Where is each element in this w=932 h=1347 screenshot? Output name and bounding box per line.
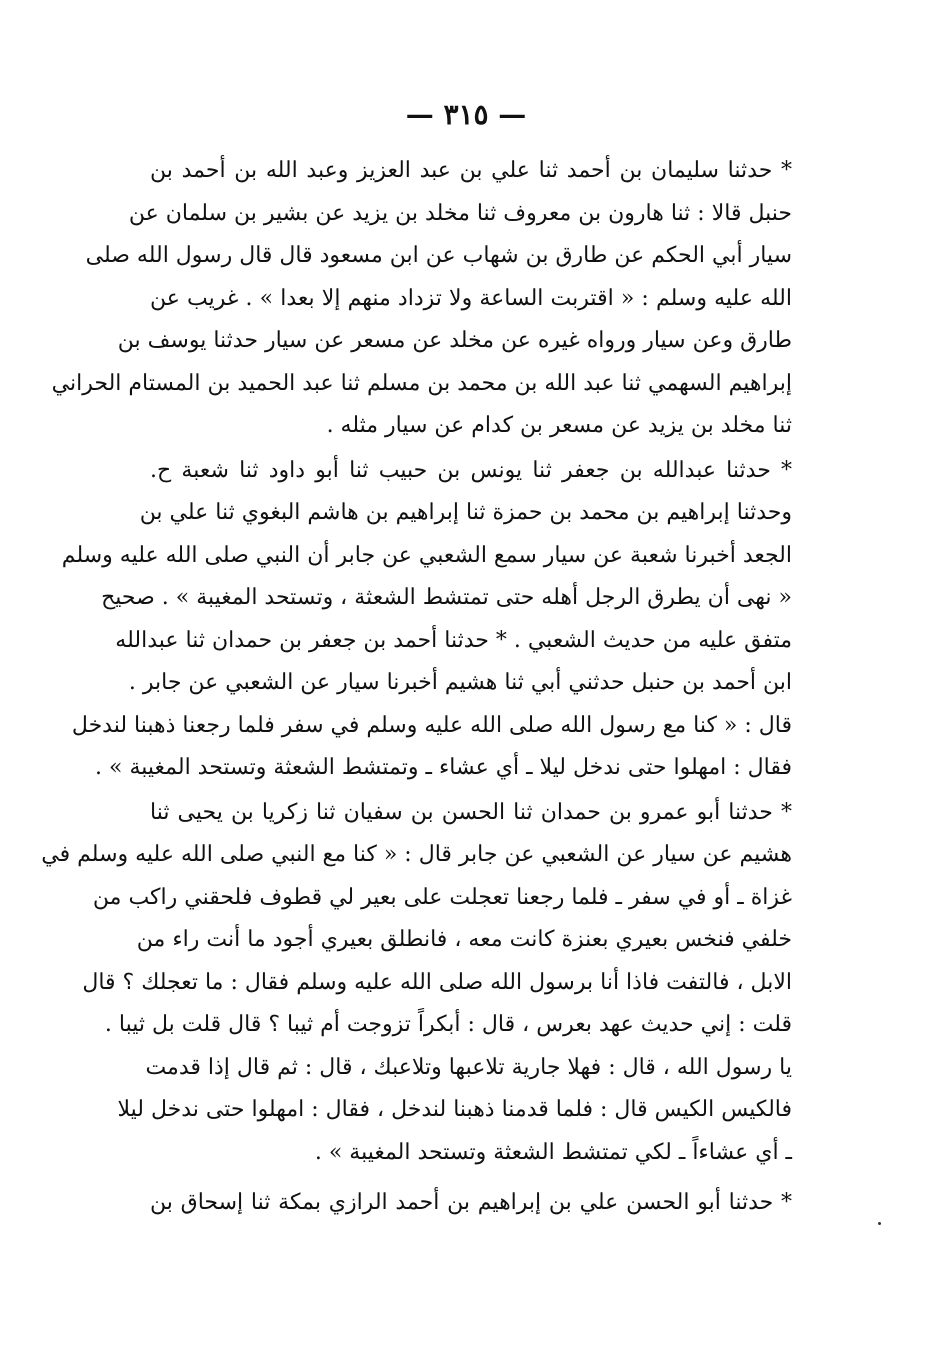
text-line: الجعد أخبرنا شعبة عن سيار سمع الشعبي عن جابر أن النبي صلى الله عليه وسلم (61, 542, 792, 568)
text-line: يا رسول الله ، قال : فهلا جارية تلاعبها وتلاعبك ، قال : ثم قال إذا قدمت (145, 1054, 792, 1080)
text-line: إبراهيم السهمي ثنا عبد الله بن محمد بن مسلم ثنا عبد الحميد بن المستام الحراني (51, 370, 792, 396)
page-number: — ٣١٥ — (405, 98, 527, 131)
paragraph-4 (150, 1182, 792, 1225)
text-line: خلفي فنخس بعيري بعنزة كانت معه ، فانطلق بعيري أجود ما أنت راء من (136, 927, 792, 952)
text-line: * حدثنا أبو عمرو بن حمدان ثنا الحسن بن سفيان ثنا زكريا بن يحيى ثنا (150, 799, 792, 825)
text-line: * حدثنا أبو الحسن علي بن إبراهيم بن أحمد الرازي بمكة ثنا إسحاق بن (150, 1190, 792, 1215)
body-text (41, 150, 792, 1225)
text-line: « نهى أن يطرق الرجل أهله حتى تمتشط الشعثة ، وتستحد المغيبة » . صحيح (101, 585, 792, 610)
text-line: حنبل قالا : ثنا هارون بن معروف ثنا مخلد بن يزيد عن بشير بن سلمان عن (128, 200, 792, 226)
text-line: ـ أي عشاءاً ـ لكي تمتشط الشعثة وتستحد المغيبة » . (314, 1139, 792, 1165)
text-line: ابن أحمد بن حنبل حدثني أبي ثنا هشيم أخبرنا سيار عن الشعبي عن جابر . (128, 670, 792, 695)
text-line: قلت : إني حديث عهد بعرس ، قال : أبكراً تزوجت أم ثيبا ؟ قال قلت بل ثيبا . (104, 1012, 792, 1037)
paragraph-3 (41, 792, 792, 1175)
paragraph-1 (51, 150, 792, 448)
text-line: قال : « كنا مع رسول الله صلى الله عليه وسلم في سفر فلما رجعنا ذهبنا لندخل (71, 712, 792, 738)
text-line: الله عليه وسلم : « اقتربت الساعة ولا تزداد منهم إلا بعدا » . غريب عن (150, 285, 792, 311)
text-line: * حدثنا سليمان بن أحمد ثنا علي بن عبد العزيز وعبد الله بن أحمد بن (150, 158, 792, 183)
text-line: هشيم عن سيار عن الشعبي عن جابر قال : « كنا مع النبي صلى الله عليه وسلم في (41, 842, 792, 867)
text-line: متفق عليه من حديث الشعبي . * حدثنا أحمد بن جعفر بن حمدان ثنا عبدالله (115, 627, 792, 653)
text-line: وحدثنا إبراهيم بن محمد بن حمزة ثنا إبراهيم بن هاشم البغوي ثنا علي بن (139, 500, 792, 525)
text-line: * حدثنا عبدالله بن جعفر ثنا يونس بن حبيب ثنا أبو داود ثنا شعبة ح. (150, 457, 792, 483)
text-line: الابل ، فالتفت فاذا أنا برسول الله صلى الله عليه وسلم فقال : ما تعجلك ؟ قال (82, 969, 792, 995)
scan-speck (878, 1222, 881, 1225)
text-line: غزاة ـ أو في سفر ـ فلما رجعنا تعجلت على بعير لي قطوف فلحقني راكب من (92, 884, 792, 910)
text-line: طارق وعن سيار ورواه غيره عن مخلد عن مسعر عن سيار حدثنا يوسف بن (117, 328, 792, 353)
text-line: سيار أبي الحكم عن طارق بن شهاب عن ابن مسعود قال قال رسول الله صلى (85, 243, 792, 268)
text-line: فالكيس الكيس قال : فلما قدمنا ذهبنا لندخل ، فقال : امهلوا حتى ندخل ليلا (117, 1097, 792, 1122)
paragraph-2 (61, 450, 792, 790)
text-line: ثنا مخلد بن يزيد عن مسعر بن كدام عن سيار مثله . (326, 413, 792, 438)
text-line: فقال : امهلوا حتى ندخل ليلا ـ أي عشاء ـ وتمتشط الشعثة وتستحد المغيبة » . (95, 755, 792, 780)
